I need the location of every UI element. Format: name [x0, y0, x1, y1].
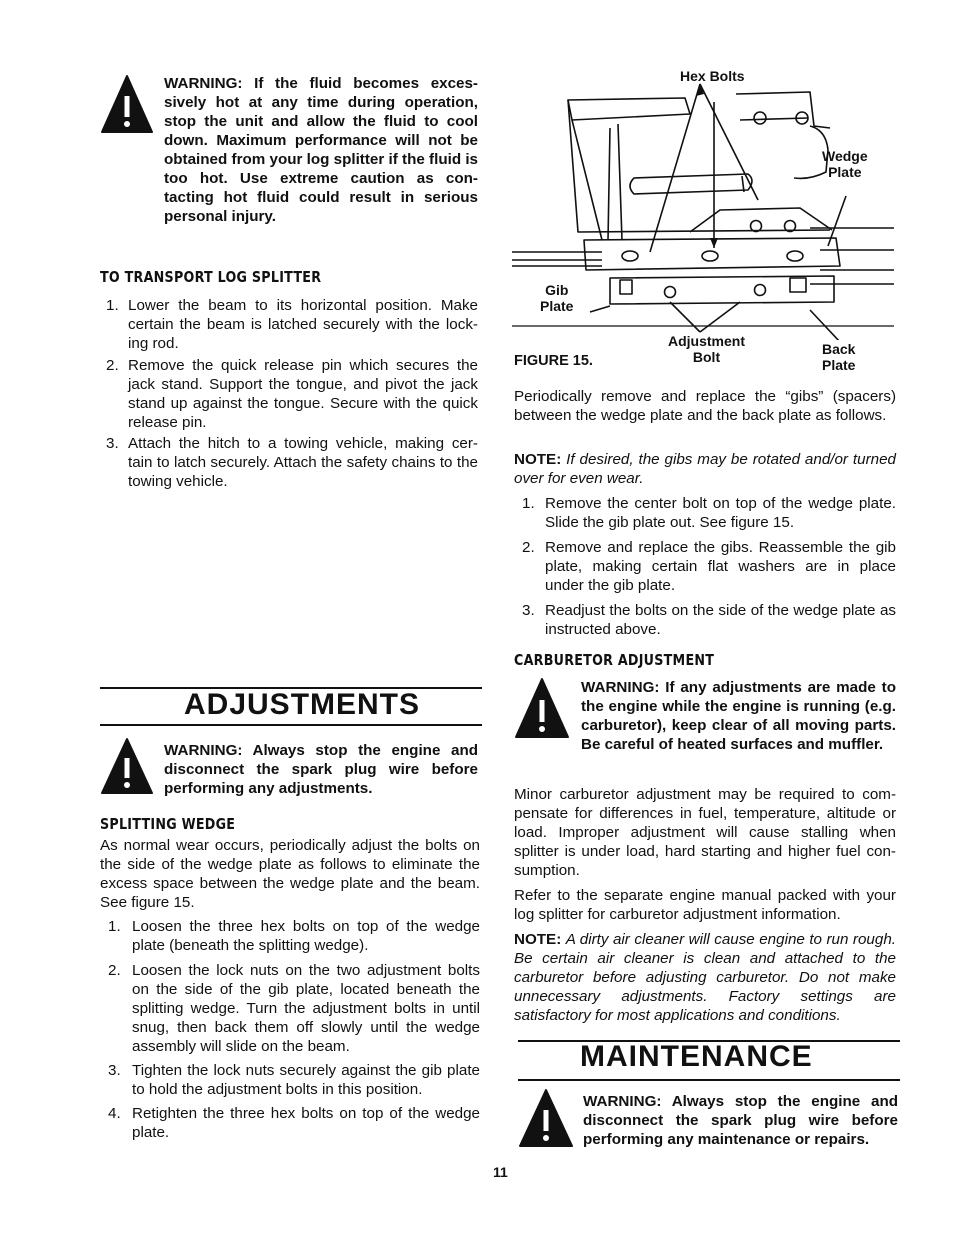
- figure-caption: FIGURE 15.: [514, 353, 593, 369]
- step-number: 2.: [108, 962, 121, 979]
- back-plate-label: [822, 341, 855, 373]
- label-line: Plate: [540, 298, 574, 314]
- label-line: Bolt: [692, 349, 721, 365]
- gibs-paragraph: Periodically remove and replace the “gibs” (spacers) between the wedge plate and the back plate as follows.: [514, 388, 896, 424]
- label-line: Plate: [828, 164, 862, 180]
- carburetor-manual-paragraph: Refer to the separate engine manual packed with your log splitter for carburetor adjustment information.: [514, 887, 896, 923]
- carburetor-warning-text: WARNING: If any adjustments are made to the engine while the engine is running (e.g. carburetor), keep clear of all moving parts. Be careful of heated surfaces and muffler.: [581, 679, 896, 753]
- label-line: Back: [822, 341, 856, 357]
- step-text: Attach the hitch to a towing vehicle, making cer- tain to latch securely. Attach the safety chains to the towing vehicle.: [128, 435, 478, 490]
- transport-heading: TO TRANSPORT LOG SPLITTER: [100, 268, 322, 286]
- step-number: 1.: [522, 495, 535, 512]
- step-text: Readjust the bolts on the side of the wedge plate as instructed above.: [545, 602, 896, 638]
- step-text: Remove and replace the gibs. Reassemble the gib plate, making certain flat washers are in place under the gib plate.: [545, 539, 896, 594]
- hex-bolts-label: Hex Bolts: [680, 68, 745, 84]
- note-gibs: [514, 450, 896, 488]
- maintenance-bottom-rule: [518, 1079, 900, 1081]
- label-line: Plate: [822, 357, 856, 373]
- adjustments-title: ADJUSTMENTS: [184, 688, 421, 721]
- step-text: Remove the quick release pin which secures the jack stand. Support the tongue, and pivot the jack stand up against the tongue. Secure with the quick release pin.: [128, 357, 478, 431]
- step-text: Loosen the lock nuts on the two adjustment bolts on the side of the gib plate, located beneath the splitting wedge. Turn the adjustment bolts in until snug, then back them off slowly until the wedge assembly will slide on the beam.: [132, 962, 480, 1055]
- label-line: Wedge: [822, 148, 868, 164]
- wedge-plate-label: [822, 148, 868, 180]
- step-number: 4.: [108, 1105, 121, 1122]
- splitting-wedge-heading: SPLITTING WEDGE: [100, 815, 236, 833]
- step-number: 1.: [108, 918, 121, 935]
- step-number: 1.: [106, 297, 119, 314]
- note-text: A dirty air cleaner will cause engine to run rough. Be certain air cleaner is clean and attached to the carburetor before adjusting carburetor. Do not make unnecessary adjustments. Factory settings are satisfactory for most applications and conditions.: [514, 931, 896, 1024]
- maintenance-warning-text: WARNING: Always stop the engine and disconnect the spark plug wire before performing any maintenance or repairs.: [583, 1093, 898, 1148]
- step-text: Loosen the three hex bolts on top of the wedge plate (beneath the splitting wedge).: [132, 918, 480, 954]
- step-text: Lower the beam to its horizontal position. Make certain the beam is latched securely with the lock- ing rod.: [128, 297, 478, 352]
- step-number: 3.: [522, 602, 535, 619]
- adjustment-bolt-label: [668, 333, 745, 365]
- step-number: 3.: [108, 1062, 121, 1079]
- step-number: 2.: [522, 539, 535, 556]
- maintenance-title: MAINTENANCE: [580, 1040, 813, 1073]
- note-label: NOTE:: [514, 931, 562, 948]
- adjustments-warning-text: WARNING: Always stop the engine and disconnect the spark plug wire before performing any adjustments.: [164, 742, 478, 797]
- note-text: If desired, the gibs may be rotated and/or turned over for even wear.: [514, 451, 896, 487]
- step-text: Retighten the three hex bolts on top of the wedge plate.: [132, 1105, 480, 1141]
- splitting-wedge-intro: As normal wear occurs, periodically adjust the bolts on the side of the wedge plate as follows to eliminate the excess space between the wedge plate and the beam. See figure 15.: [100, 837, 480, 911]
- carburetor-paragraph: Minor carburetor adjustment may be required to com- pensate for differences in fuel, temperature, altitude or load. Improper adjustment will cause stalling when splitter is under load, hard starting and higher fuel con- sumption.: [514, 786, 896, 879]
- warning-icon: [514, 677, 570, 739]
- label-line: Adjustment: [668, 333, 745, 349]
- warning-icon: [100, 737, 154, 795]
- step-number: 3.: [106, 435, 119, 452]
- note-label: NOTE:: [514, 451, 562, 468]
- note-air-cleaner: [514, 930, 896, 1025]
- adjustments-bottom-rule: [100, 724, 482, 726]
- warning-icon: [100, 74, 154, 134]
- page-number: 11: [493, 1164, 508, 1180]
- step-text: Remove the center bolt on top of the wedge plate. Slide the gib plate out. See figure 15.: [545, 495, 896, 531]
- warning-icon: [518, 1088, 574, 1148]
- step-text: Tighten the lock nuts securely against the gib plate to hold the adjustment bolts in this position.: [132, 1062, 480, 1098]
- label-line: Gib: [545, 282, 569, 298]
- carburetor-heading: CARBURETOR ADJUSTMENT: [514, 651, 715, 669]
- warning-fluid-text: WARNING: If the fluid becomes exces- sively hot at any time during operation, stop the unit and allow the fluid to cool down. Maximum performance will not be obtained from your log splitter if the fluid is too hot. Use extreme caution as con- tacting hot fluid could result in serious personal injury.: [164, 75, 478, 225]
- gib-plate-label: [540, 282, 573, 314]
- step-number: 2.: [106, 357, 119, 374]
